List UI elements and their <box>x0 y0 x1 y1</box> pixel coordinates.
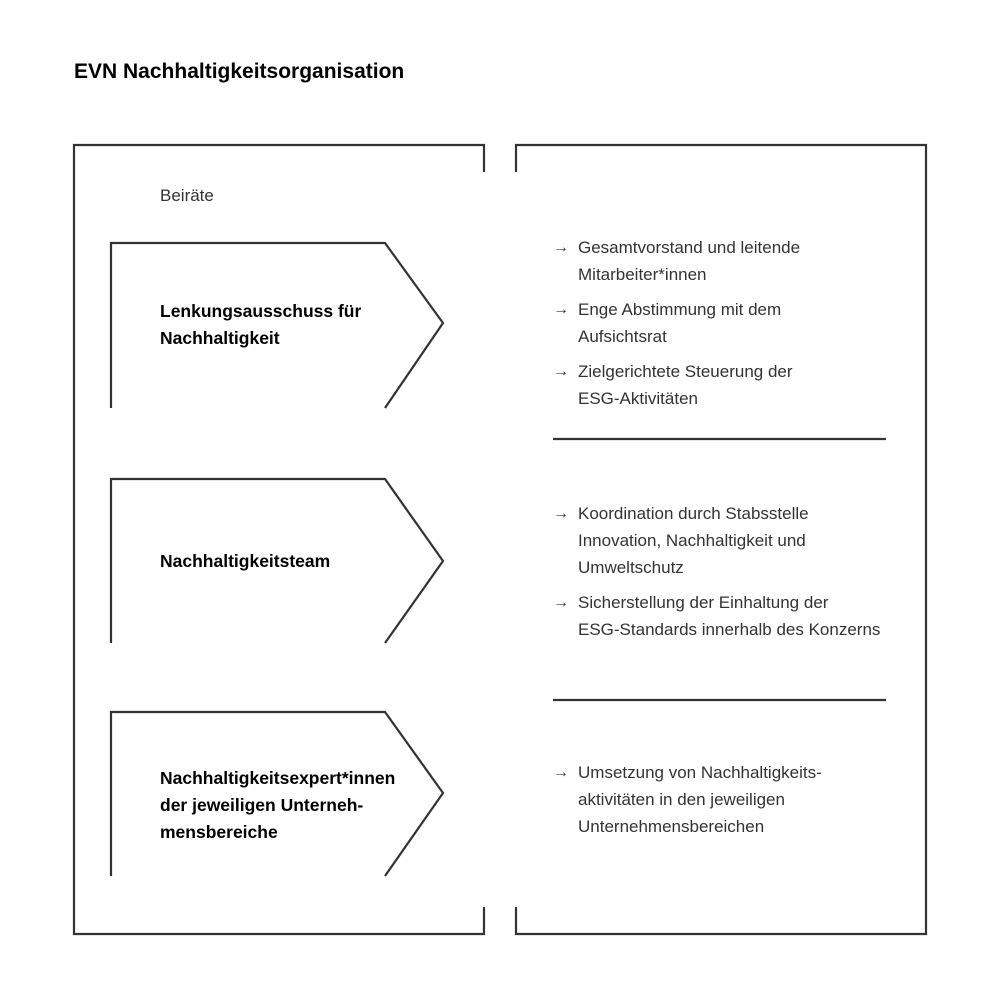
list-item <box>553 589 898 643</box>
bullet-line: Zielgerichtete Steuerung der <box>578 362 793 381</box>
bullet-line: Sicherstellung der Einhaltung der <box>578 593 829 612</box>
arrow-right-icon: → <box>553 505 569 522</box>
list-item <box>553 358 898 412</box>
arrow-right-icon: → <box>553 363 569 380</box>
level-2-title <box>160 548 400 575</box>
page-title: EVN Nachhaltigkeitsorganisation <box>74 60 405 83</box>
bullet-line: ESG-Standards innerhalb des Konzerns <box>578 620 881 639</box>
bullet-line: Innovation, Nachhaltigkeit und <box>578 531 806 550</box>
list-item <box>553 296 898 350</box>
bullet-line: Mitarbeiter*innen <box>578 265 707 284</box>
bullet-line: ESG-Aktivitäten <box>578 389 698 408</box>
bullet-line: Unternehmensbereichen <box>578 817 765 836</box>
bullet-line: Koordination durch Stabsstelle <box>578 504 809 523</box>
arrow-right-icon: → <box>553 594 569 611</box>
bullet-line: aktivitäten in den jeweiligen <box>578 790 785 809</box>
level-3-title-line-3: mensbereiche <box>160 822 278 842</box>
level-3-bullets <box>553 759 898 848</box>
level-3-title <box>160 765 400 846</box>
bullet-line: Enge Abstimmung mit dem <box>578 300 782 319</box>
list-item <box>553 234 898 288</box>
bullet-line: Umweltschutz <box>578 558 684 577</box>
arrow-right-icon: → <box>553 239 569 256</box>
level-3-title-line-1: Nachhaltigkeitsexpert*innen <box>160 768 396 788</box>
arrow-right-icon: → <box>553 301 569 318</box>
level-3-title-line-2: der jeweiligen Unterneh- <box>160 795 364 815</box>
level-1-title-line-1: Lenkungsausschuss für <box>160 301 362 321</box>
level-1-bullets <box>553 234 898 420</box>
list-item <box>553 759 898 840</box>
advisory-label: Beiräte <box>160 186 214 205</box>
level-2-bullets <box>553 500 898 651</box>
arrow-right-icon: → <box>553 764 569 781</box>
bullet-line: Aufsichtsrat <box>578 327 667 346</box>
level-2-title-line-1: Nachhaltigkeitsteam <box>160 551 331 571</box>
level-1-title <box>160 298 400 352</box>
level-1-title-line-2: Nachhaltigkeit <box>160 328 280 348</box>
bullet-line: Umsetzung von Nachhaltigkeits- <box>578 763 822 782</box>
bullet-line: Gesamtvorstand und leitende <box>578 238 801 257</box>
list-item <box>553 500 898 581</box>
